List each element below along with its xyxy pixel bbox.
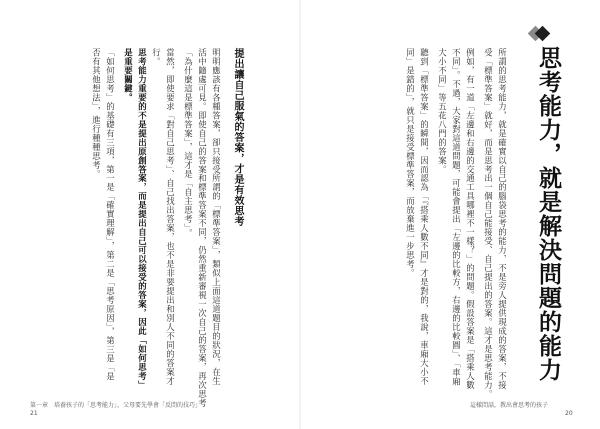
paragraph-column: 當然，即使要求「對自己思考」、自己找出答案，也不是非要提出和別人不同的答案才 [165,48,176,386]
bold-paragraph-column: 思考能力重要的不是提出原創答案，而是提出自己可以接受的答案，因此「如何思考」 [137,48,148,390]
page-number-right: 20 [565,410,573,417]
paragraph-column: 所謂的思考能力，就是確實以自己的腦袋思考的能力，不是旁人提供現成的答案，不接 [497,48,508,390]
paragraph-column: 同」是錯的」，就只是接受標準答案，而放棄進一步思考。 [405,48,416,278]
section-marker-icon [527,26,553,42]
paragraph-column: 不同」。不過，大家對這道問題，可能會提出「左邊的比較方，右邊的比較圓」、「車廂 [451,48,462,387]
paragraph-column: 聽到「標準答案」的瞬間，因而認為「『搭乘人數不同』才是對的，我說，車廂大小不 [419,48,430,386]
section-heading: 思考能力，就是解決問題的能力 [535,46,561,382]
paragraph-column: 受「標準答案」就好，而是思考出一個自己能接受、自己提出的答案。這才是思考能力。 [483,48,494,399]
page-gutter [299,0,301,429]
paragraph-column: 「如何思考」的基礎有三項，第一是「確實理解」，第二是「思考原因」，第三是「是 [105,48,116,382]
page-number-left: 21 [30,410,38,417]
sub-heading: 提出讓自己服氣的答案，才是有效思考 [232,48,243,227]
paragraph-column: 「為什麼這是標準答案」，這才是「自主思考」。 [183,48,194,238]
paragraph-column: 例如，有一道「左邊和右邊的交通工具哪裡不一樣？」的問題。假設答案是「搭乘人數 [465,48,476,390]
bold-paragraph-column: 是重要關鍵。 [123,48,134,102]
running-footer-right: 這樣問話，教出會思考的孩子 [470,402,549,409]
running-footer-left: 第一章 培養孩子的「思考能力」，父母要先學會「反問的技巧」 [30,402,202,409]
paragraph-column: 行。 [151,48,162,66]
paragraph-column: 活中隨處可見。即使自己的答案和標準答案不同，仍然重新審視一次自己的答案，再次思考 [197,48,208,408]
paragraph-column: 明明應該有各種答案，卻只接受所謂的「標準答案」，類似上面這道題目的狀況，在生 [211,48,222,386]
paragraph-column: 大小不同」等五花八門的答案。 [437,48,448,174]
paragraph-column: 否有其他想法」，進行種種思考。 [91,48,102,179]
